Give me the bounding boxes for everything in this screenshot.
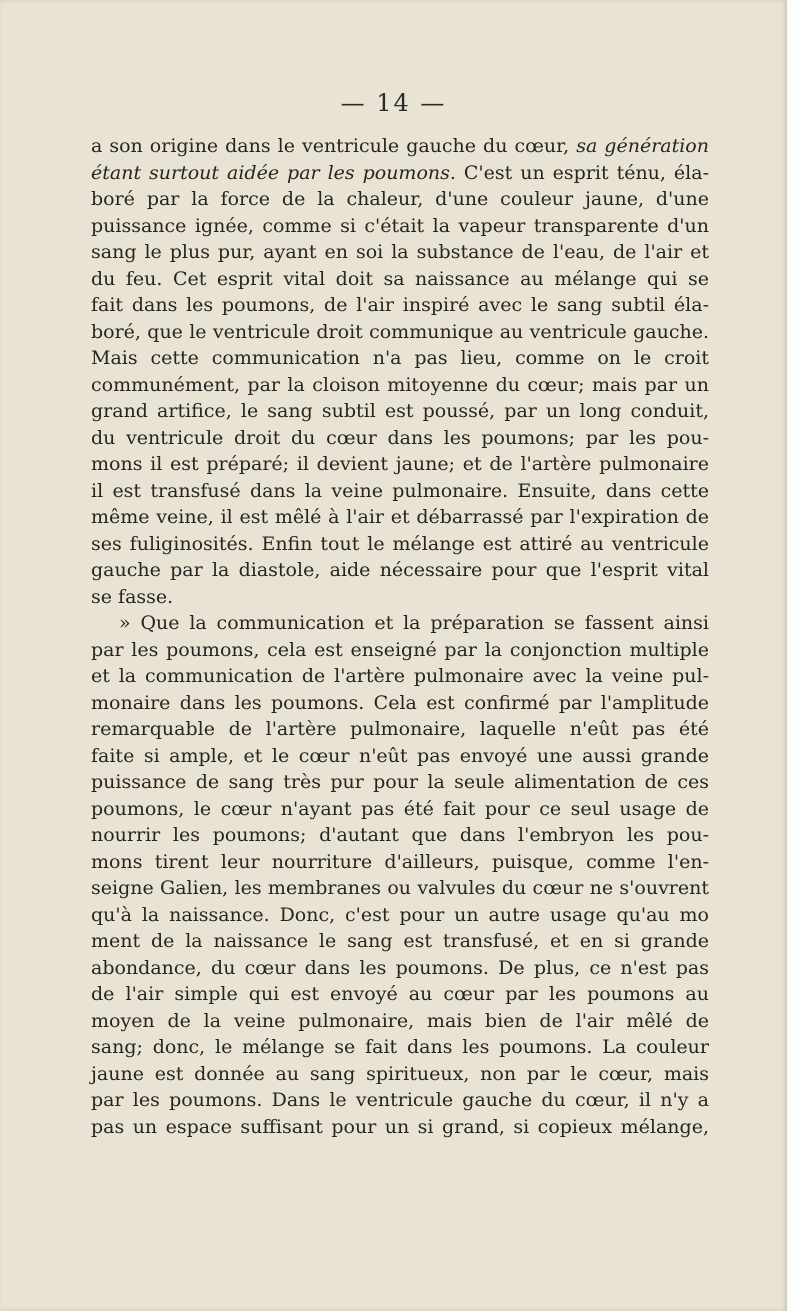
line-text: boré, que le ventricule droit communique au ventricule gauche. — [91, 320, 709, 343]
text-line — [91, 584, 709, 611]
text-line — [91, 743, 709, 770]
line-text: qu'à la naissance. Donc, c'est pour un autre usage qu'au mo — [91, 903, 709, 926]
line-text: par les poumons. Dans le ventricule gauche du cœur, il n'y a — [91, 1089, 709, 1111]
line-text: ses fuliginosités. Enfin tout le mélange est attiré au ventricule — [91, 532, 709, 555]
text-line — [91, 345, 709, 372]
text-line — [91, 716, 709, 743]
text-line — [91, 266, 709, 293]
line-text: a son origine dans le ventricule gauche du cœur, — [91, 135, 577, 157]
text-line — [91, 425, 709, 452]
text-line — [91, 213, 709, 240]
text-line — [91, 451, 709, 478]
line-text: pas un espace suffisant pour un si grand, si copieux mélange, — [91, 1115, 709, 1138]
text-line — [91, 769, 709, 796]
text-line — [91, 133, 709, 160]
line-text: fait dans les poumons, de l'air inspiré avec le sang subtil éla- — [91, 294, 709, 316]
text-line — [91, 398, 709, 425]
text-line — [91, 531, 709, 558]
line-text: monaire dans les poumons. Cela est confirmé par l'amplitude — [91, 691, 709, 714]
text-line — [91, 955, 709, 982]
text-line — [91, 1114, 709, 1141]
line-text: même veine, il est mêlé à l'air et débarrassé par l'expiration de — [91, 506, 709, 528]
line-text: et la communication de l'artère pulmonaire avec la veine pul- — [91, 665, 709, 687]
line-text: abondance, du cœur dans les poumons. De plus, ce n'est pas — [91, 956, 709, 979]
text-line — [91, 902, 709, 929]
line-text: remarquable de l'artère pulmonaire, laquelle n'eût pas été — [91, 718, 709, 740]
text-line — [91, 478, 709, 505]
line-text: moyen de la veine pulmonaire, mais bien de l'air mêlé de — [91, 1009, 709, 1032]
text-line — [91, 637, 709, 664]
text-line — [91, 849, 709, 876]
text-line — [91, 186, 709, 213]
line-text: mons il est préparé; il devient jaune; et de l'artère pulmonaire — [91, 453, 709, 475]
text-line — [91, 822, 709, 849]
text-line — [91, 160, 709, 187]
text-line — [91, 372, 709, 399]
line-text: sang le plus pur, ayant en soi la substance de l'eau, de l'air et — [91, 241, 709, 263]
text-line — [91, 981, 709, 1008]
text-line — [91, 557, 709, 584]
line-text: se fasse. — [91, 585, 174, 608]
text-line — [91, 663, 709, 690]
line-text: grand artifice, le sang subtil est poussé, par un long conduit, — [91, 400, 709, 422]
text-line — [91, 928, 709, 955]
line-text: Mais cette communication n'a pas lieu, comme on le croit — [91, 347, 709, 369]
text-line — [91, 1061, 709, 1088]
text-line — [91, 319, 709, 346]
italic-text: sa génération — [576, 135, 709, 157]
line-text: seigne Galien, les membranes ou valvules du cœur ne s'ouvrent — [91, 877, 709, 899]
text-line — [91, 1087, 709, 1114]
line-text: puissance de sang très pur pour la seule alimentation de ces — [91, 771, 709, 793]
text-line — [91, 1034, 709, 1061]
text-line — [91, 292, 709, 319]
line-text: » Que la communication et la préparation se fassent ainsi — [119, 612, 709, 634]
text-line — [91, 796, 709, 823]
line-text: faite si ample, et le cœur n'eût pas envoyé une aussi grande — [91, 744, 709, 767]
text-line — [91, 1008, 709, 1035]
line-text: boré par la force de la chaleur, d'une couleur jaune, d'une — [91, 188, 709, 210]
line-text: par les poumons, cela est enseigné par la conjonction multiple — [91, 638, 709, 661]
line-text: il est transfusé dans la veine pulmonaire. Ensuite, dans cette — [91, 479, 709, 502]
line-text: gauche par la diastole, aide nécessaire pour que l'esprit vital — [91, 559, 709, 581]
line-text: . C'est un esprit ténu, éla- — [449, 161, 709, 184]
line-text: du feu. Cet esprit vital doit sa naissance au mélange qui se — [91, 267, 709, 290]
line-text: ment de la naissance le sang est transfusé, et en si grande — [91, 930, 709, 952]
line-text: nourrir les poumons; d'autant que dans l'embryon les pou- — [91, 824, 709, 846]
line-text: puissance ignée, comme si c'était la vapeur transparente d'un — [91, 214, 709, 237]
line-text: du ventricule droit du cœur dans les poumons; par les pou- — [91, 426, 709, 449]
page-number: — 14 — — [340, 89, 447, 117]
text-line — [91, 504, 709, 531]
body-text — [91, 133, 709, 1140]
text-line — [91, 610, 709, 637]
text-line — [91, 690, 709, 717]
line-text: sang; donc, le mélange se fait dans les poumons. La couleur — [91, 1036, 709, 1058]
text-line — [91, 875, 709, 902]
line-text: communément, par la cloison mitoyenne du cœur; mais par un — [91, 373, 709, 396]
line-text: de l'air simple qui est envoyé au cœur par les poumons au — [91, 983, 709, 1005]
line-text: jaune est donnée au sang spiritueux, non par le cœur, mais — [91, 1062, 709, 1085]
line-text: poumons, le cœur n'ayant pas été fait pour ce seul usage de — [91, 797, 709, 820]
italic-text: étant surtout aidée par les poumons — [91, 161, 450, 184]
text-line — [91, 239, 709, 266]
line-text: mons tirent leur nourriture d'ailleurs, puisque, comme l'en- — [91, 850, 709, 873]
